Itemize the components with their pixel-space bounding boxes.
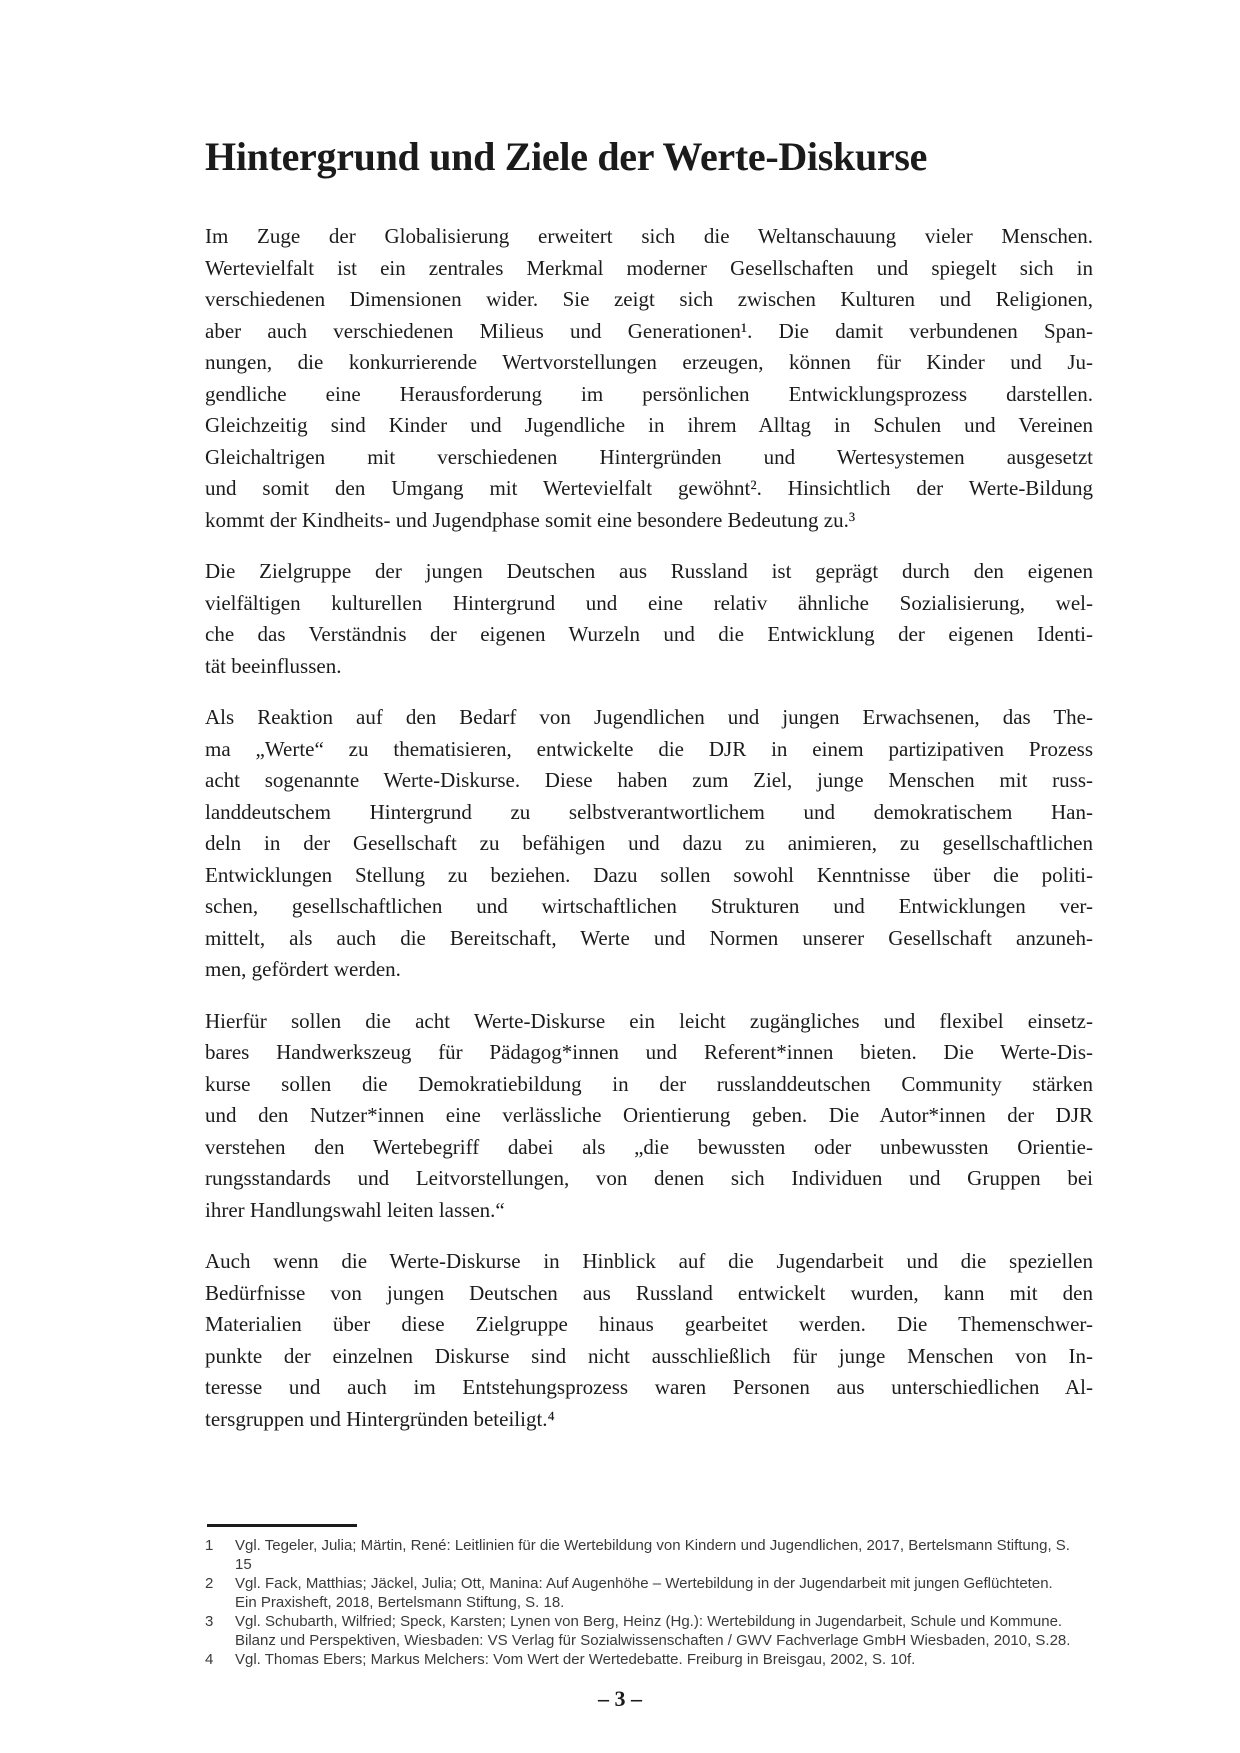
paragraph-line: teresse und auch im Entstehungsprozess waren Personen aus unterschiedlichen Al- bbox=[205, 1375, 1093, 1399]
paragraph-line: bares Handwerkszeug für Pädagog*innen und Referent*innen bieten. Die Werte-Dis- bbox=[205, 1040, 1093, 1064]
footnote-line: Vgl. Schubarth, Wilfried; Speck, Karsten; Lynen von Berg, Heinz (Hg.): Wertebildung in Jugendarbeit, Schule und Kommune. bbox=[235, 1613, 1063, 1630]
footnote-line: 15 bbox=[235, 1556, 252, 1573]
paragraph-line: Hierfür sollen die acht Werte-Diskurse ein leicht zugängliches und flexibel einsetz- bbox=[205, 1008, 1093, 1033]
paragraph-line: ihrer Handlungswahl leiten lassen.“ bbox=[205, 1197, 505, 1222]
paragraph bbox=[205, 702, 1093, 986]
paragraph-line: deln in der Gesellschaft zu befähigen und dazu zu animieren, zu gesellschaftlichen bbox=[205, 831, 1093, 855]
footnotes-block bbox=[205, 1524, 1093, 1669]
paragraph bbox=[205, 556, 1093, 682]
paragraph-line: che das Verständnis der eigenen Wurzeln und die Entwicklung der eigenen Identi- bbox=[205, 622, 1093, 646]
text-column bbox=[205, 133, 1093, 1455]
paragraph-line: kurse sollen die Demokratiebildung in der russlanddeutschen Community stärken bbox=[205, 1071, 1093, 1096]
footnote-text bbox=[235, 1650, 1093, 1669]
footnote-number: 1 bbox=[205, 1537, 214, 1554]
footnote-line: Vgl. Fack, Matthias; Jäckel, Julia; Ott, Manina: Auf Augenhöhe – Wertebildung in der Jugendarbeit mit jungen Geflüchteten. bbox=[235, 1575, 1053, 1592]
footnote-number: 3 bbox=[205, 1613, 214, 1630]
paragraph bbox=[205, 1246, 1093, 1435]
paragraph-line: Entwicklungen Stellung zu beziehen. Dazu sollen sowohl Kenntnisse über die politi- bbox=[205, 862, 1093, 887]
paragraph-line: men, gefördert werden. bbox=[205, 957, 401, 981]
footnote-line: Ein Praxisheft, 2018, Bertelsmann Stiftung, S. 18. bbox=[235, 1594, 565, 1611]
paragraph bbox=[205, 221, 1093, 536]
paragraph-line: Im Zuge der Globalisierung erweitert sich die Weltanschauung vieler Menschen. bbox=[205, 224, 1093, 248]
footnote-line: Bilanz und Perspektiven, Wiesbaden: VS Verlag für Sozialwissenschaften / GWV Fachverlage GmbH Wiesbaden, 2010, S.28. bbox=[235, 1632, 1071, 1649]
paragraph-line: ma „Werte“ zu thematisieren, entwickelte die DJR in einem partizipativen Prozess bbox=[205, 736, 1093, 761]
footnote-list bbox=[205, 1536, 1093, 1669]
footnote-text bbox=[235, 1574, 1093, 1612]
paragraph-line: Gleichzeitig sind Kinder und Jugendliche in ihrem Alltag in Schulen und Vereinen bbox=[205, 413, 1093, 437]
paragraph-line: kommt der Kindheits- und Jugendphase somit eine besondere Bedeutung zu.³ bbox=[205, 507, 856, 532]
paragraph-line: nungen, die konkurrierende Wertvorstellungen erzeugen, können für Kinder und Ju- bbox=[205, 350, 1093, 374]
paragraph-line: landdeutschem Hintergrund zu selbstverantwortlichem und demokratischem Han- bbox=[205, 799, 1093, 824]
footnote bbox=[205, 1536, 1093, 1574]
footnote-number: 2 bbox=[205, 1575, 214, 1592]
footnote bbox=[205, 1650, 1093, 1669]
paragraph-line: acht sogenannte Werte-Diskurse. Diese haben zum Ziel, junge Menschen mit russ- bbox=[205, 768, 1093, 792]
paragraph-line: mittelt, als auch die Bereitschaft, Werte und Normen unserer Gesellschaft anzuneh- bbox=[205, 925, 1093, 950]
footnote bbox=[205, 1612, 1093, 1650]
paragraph-line: Wertevielfalt ist ein zentrales Merkmal moderner Gesellschaften und spiegelt sich in bbox=[205, 255, 1093, 280]
paragraph-line: tersgruppen und Hintergründen beteiligt.⁴ bbox=[205, 1406, 555, 1431]
paragraph-line: Materialien über diese Zielgruppe hinaus gearbeitet werden. Die Themenschwer- bbox=[205, 1312, 1093, 1336]
footnote-divider bbox=[207, 1524, 357, 1527]
paragraph-line: Bedürfnisse von jungen Deutschen aus Russland entwickelt wurden, kann mit den bbox=[205, 1280, 1093, 1305]
footnote bbox=[205, 1574, 1093, 1612]
paragraph-line: Als Reaktion auf den Bedarf von Jugendlichen und jungen Erwachsenen, das The- bbox=[205, 705, 1093, 729]
footnote-line: Vgl. Tegeler, Julia; Märtin, René: Leitlinien für die Wertebildung von Kindern und Jugendlichen, 2017, Bertelsmann Stiftung, S. bbox=[235, 1537, 1070, 1554]
footnote-text bbox=[235, 1612, 1093, 1650]
paragraph-line: verstehen den Wertebegriff dabei als „die bewussten oder unbewussten Orientie- bbox=[205, 1134, 1093, 1159]
paragraph-line: schen, gesellschaftlichen und wirtschaftlichen Strukturen und Entwicklungen ver- bbox=[205, 894, 1093, 918]
paragraph-line: Auch wenn die Werte-Diskurse in Hinblick auf die Jugendarbeit und die speziellen bbox=[205, 1249, 1093, 1273]
footnote-text bbox=[235, 1536, 1093, 1574]
paragraph-line: tät beeinflussen. bbox=[205, 653, 342, 678]
footnote-number: 4 bbox=[205, 1651, 214, 1668]
body-paragraphs bbox=[205, 221, 1093, 1435]
paragraph bbox=[205, 1006, 1093, 1227]
paragraph-line: Die Zielgruppe der jungen Deutschen aus Russland ist geprägt durch den eigenen bbox=[205, 559, 1093, 583]
paragraph-line: vielfältigen kulturellen Hintergrund und eine relativ ähnliche Sozialisierung, wel- bbox=[205, 590, 1093, 615]
paragraph-line: und den Nutzer*innen eine verlässliche Orientierung geben. Die Autor*innen der DJR bbox=[205, 1103, 1093, 1127]
paragraph-line: verschiedenen Dimensionen wider. Sie zeigt sich zwischen Kulturen und Religionen, bbox=[205, 287, 1093, 311]
footnote-line: Vgl. Thomas Ebers; Markus Melchers: Vom Wert der Wertedebatte. Freiburg in Breisgau, 2002, S. 10f. bbox=[235, 1651, 916, 1668]
page-number: – 3 – bbox=[598, 1686, 642, 1711]
paragraph-line: rungsstandards und Leitvorstellungen, von denen sich Individuen und Gruppen bei bbox=[205, 1166, 1093, 1190]
paragraph-line: Gleichaltrigen mit verschiedenen Hintergründen und Wertesystemen ausgesetzt bbox=[205, 444, 1093, 469]
paragraph-line: gendliche eine Herausforderung im persönlichen Entwicklungsprozess darstellen. bbox=[205, 381, 1093, 406]
page-title: Hintergrund und Ziele der Werte-Diskurse bbox=[205, 134, 928, 179]
paragraph-line: aber auch verschiedenen Milieus und Generationen¹. Die damit verbundenen Span- bbox=[205, 318, 1093, 343]
paragraph-line: und somit den Umgang mit Wertevielfalt gewöhnt². Hinsichtlich der Werte-Bildung bbox=[205, 476, 1093, 500]
paragraph-line: punkte der einzelnen Diskurse sind nicht ausschließlich für junge Menschen von In- bbox=[205, 1343, 1093, 1368]
